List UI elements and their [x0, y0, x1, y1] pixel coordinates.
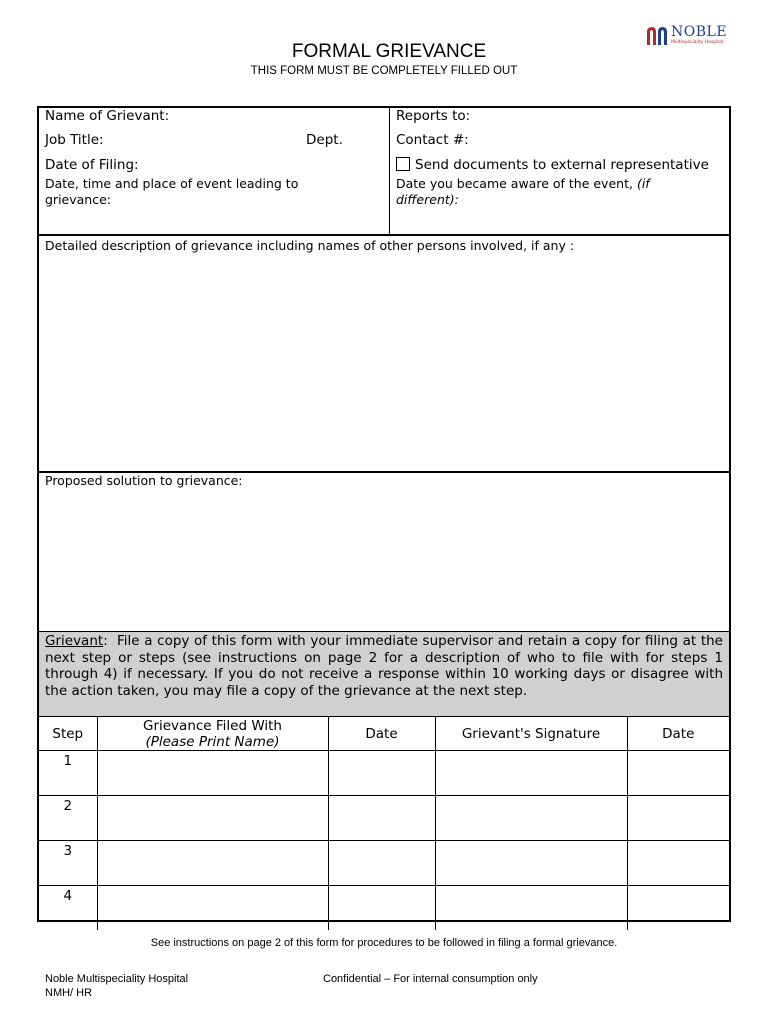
col-header-date-2: Date: [627, 717, 729, 751]
dept-field[interactable]: Dept.: [306, 132, 343, 148]
footer-dept: NMH/ HR: [45, 987, 93, 999]
col-header-filed-with: Grievance Filed With (Please Print Name): [97, 717, 328, 751]
table-row: [39, 751, 729, 796]
footer-org: Noble Multispeciality Hospital: [45, 973, 189, 985]
date-cell[interactable]: [328, 841, 435, 886]
logo-tagline: Multispeciality Hospital: [671, 40, 724, 45]
instructions-text: File a copy of this form with your immediate supervisor and retain a copy for filing at the next step or steps (see instructions on page 2 for a description of who to file with for steps 1 through 4) if necessary. If you do not receive a response within 10 working days or disagree with the action taken, you may file a copy of the grievance at the next step.: [45, 633, 723, 699]
logo-brand-text: NOBLE: [671, 24, 728, 40]
col-header-step: Step: [39, 717, 97, 751]
signature-cell[interactable]: [435, 841, 627, 886]
date-of-filing-field[interactable]: Date of Filing:: [45, 157, 139, 173]
filed-with-cell[interactable]: [97, 796, 328, 841]
date-cell-2[interactable]: [627, 886, 729, 931]
event-info-field[interactable]: Date, time and place of event leading to grievance:: [45, 176, 299, 207]
table-row: [39, 886, 729, 931]
aware-date-field[interactable]: Date you became aware of the event, (if different):: [396, 176, 650, 207]
send-documents-label: Send documents to external representative: [415, 157, 709, 173]
table-row: [39, 841, 729, 886]
signature-cell[interactable]: [435, 796, 627, 841]
filed-with-cell[interactable]: [97, 841, 328, 886]
table-row: [39, 796, 729, 841]
date-cell-2[interactable]: [627, 751, 729, 796]
date-cell[interactable]: [328, 751, 435, 796]
send-documents-checkbox[interactable]: [396, 157, 410, 171]
step-table: [39, 716, 729, 930]
job-title-field[interactable]: Job Title:: [45, 132, 104, 148]
step-number: 2: [39, 796, 97, 841]
date-cell-2[interactable]: [627, 796, 729, 841]
table-header-row: [39, 717, 729, 751]
instructions-heading: Grievant: [45, 633, 104, 649]
filed-with-cell[interactable]: [97, 886, 328, 931]
date-cell-2[interactable]: [627, 841, 729, 886]
page-subtitle: THIS FORM MUST BE COMPLETELY FILLED OUT: [250, 65, 518, 77]
top-divider: [389, 108, 390, 235]
signature-cell[interactable]: [435, 751, 627, 796]
step-number: 3: [39, 841, 97, 886]
grievant-instructions: Grievant: File a copy of this form with your immediate supervisor and retain a copy for filing at the next step or steps (see instructions on page 2 for a description of who to file with for steps 1 through 4) if necessary. If you do not receive a response within 10 working days or disagree with the action taken, you may file a copy of the grievance at the next step.: [45, 633, 723, 699]
step-number: 1: [39, 751, 97, 796]
send-documents-option[interactable]: [396, 157, 709, 173]
description-field[interactable]: Detailed description of grievance including names of other persons involved, if any :: [45, 238, 575, 253]
page-title: FORMAL GRIEVANCE: [291, 41, 487, 62]
grievance-form: [37, 106, 731, 922]
step-number: 4: [39, 886, 97, 931]
date-cell[interactable]: [328, 796, 435, 841]
reports-to-field[interactable]: Reports to:: [396, 108, 471, 124]
col-header-signature: Grievant's Signature: [435, 717, 627, 751]
proposed-solution-field[interactable]: Proposed solution to grievance:: [45, 473, 243, 488]
divider: [39, 234, 729, 236]
instructions-footnote: See instructions on page 2 of this form for procedures to be followed in filing a formal grievance.: [150, 937, 618, 949]
filed-with-cell[interactable]: [97, 751, 328, 796]
contact-field[interactable]: Contact #:: [396, 132, 469, 148]
col-header-date: Date: [328, 717, 435, 751]
date-cell[interactable]: [328, 886, 435, 931]
signature-cell[interactable]: [435, 886, 627, 931]
name-of-grievant-field[interactable]: Name of Grievant:: [45, 108, 170, 124]
footer-confidential: Confidential – For internal consumption only: [323, 973, 538, 985]
